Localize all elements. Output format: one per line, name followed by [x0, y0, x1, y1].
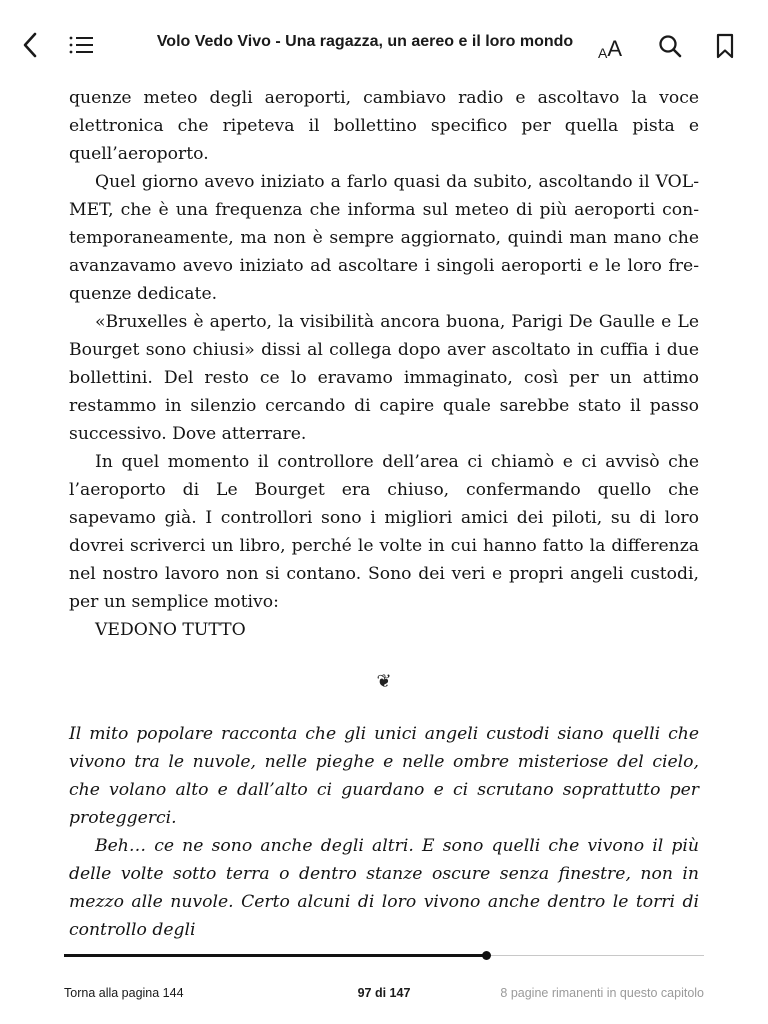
- book-title: Volo Vedo Vivo - Una ragazza, un aereo e il loro mondo: [156, 33, 574, 50]
- font-size-small-label: A: [598, 45, 608, 61]
- paragraph-3: «Bruxelles è aperto, la visibilità ancora buona, Parigi De Gaulle e Le Bourget sono chiusi» dissi al collega dopo aver ascoltato in cuffia i due bollettini. Del resto ce lo eravamo immaginato, così per un attimo restammo in silenzio cercando di capire quale sarebbe stato il passo successivo. Dove atterrare.: [69, 312, 699, 444]
- page-indicator: 97 di 147: [357, 986, 411, 1000]
- font-size-big-label: A: [607, 36, 623, 61]
- table-of-contents-icon[interactable]: [64, 32, 98, 58]
- paragraph-2: Quel giorno avevo iniziato a farlo quasi da subito, ascoltando il VOLMET, che è una frequenza che informa sul meteo di più aeroporti contemporaneamente, ma non è sempre aggiornato, quindi man mano che avanzavamo avevo iniziato ad ascoltare i singoli aeroporti e le loro frequenze dedicate.: [69, 172, 699, 304]
- back-to-page-link[interactable]: Torna alla pagina 144: [64, 986, 184, 1000]
- reading-progress-knob[interactable]: [482, 951, 491, 960]
- back-chevron-icon[interactable]: [14, 28, 46, 62]
- paragraph-5: VEDONO TUTTO: [95, 620, 246, 640]
- bookmark-icon[interactable]: [710, 30, 740, 62]
- italic-paragraph-1: Il mito popolare racconta che gli unici angeli custodi siano quelli che vivono tra le nuvole, nelle pieghe e nelle ombre misteriose del cielo, che volano alto e dall’alto ci guardano e ci scrutano soprattutto per proteggerci.: [69, 724, 699, 828]
- italic-paragraph-2: Beh… ce ne sono anche degli altri. E sono quelli che vivono il più delle volte sotto terra o dentro stanze oscure senza finestre, non in mezzo alle nuvole. Certo alcuni di loro vivono anche dentro le torri di controllo degli: [69, 836, 699, 940]
- font-size-icon[interactable]: [598, 30, 632, 60]
- chapter-pages-remaining: 8 pagine rimanenti in questo capitolo: [500, 986, 704, 1000]
- reading-progress-bar[interactable]: [64, 955, 704, 956]
- search-icon[interactable]: [654, 30, 686, 62]
- reading-text: [69, 84, 699, 944]
- section-ornament-icon: ❦: [376, 671, 392, 692]
- reading-progress-fill: [64, 954, 486, 957]
- paragraph-4: In quel momento il controllore dell’area ci chiamò e ci avvisò che l’aeroporto di Le Bourget era chiuso, confermando quello che sapevamo già. I controllori sono i migliori amici dei piloti, su di loro dovrei scriverci un libro, perché le volte in cui hanno fatto la differenza nel nostro lavoro non si contano. Sono dei veri e propri angeli custodi, per un semplice motivo:: [69, 452, 699, 612]
- paragraph-1: quenze meteo degli aeroporti, cambiavo radio e ascoltavo la voce elettronica che ripeteva il bollettino specifico per quella pista e quell’aeroporto.: [69, 88, 699, 164]
- top-toolbar: [0, 0, 768, 90]
